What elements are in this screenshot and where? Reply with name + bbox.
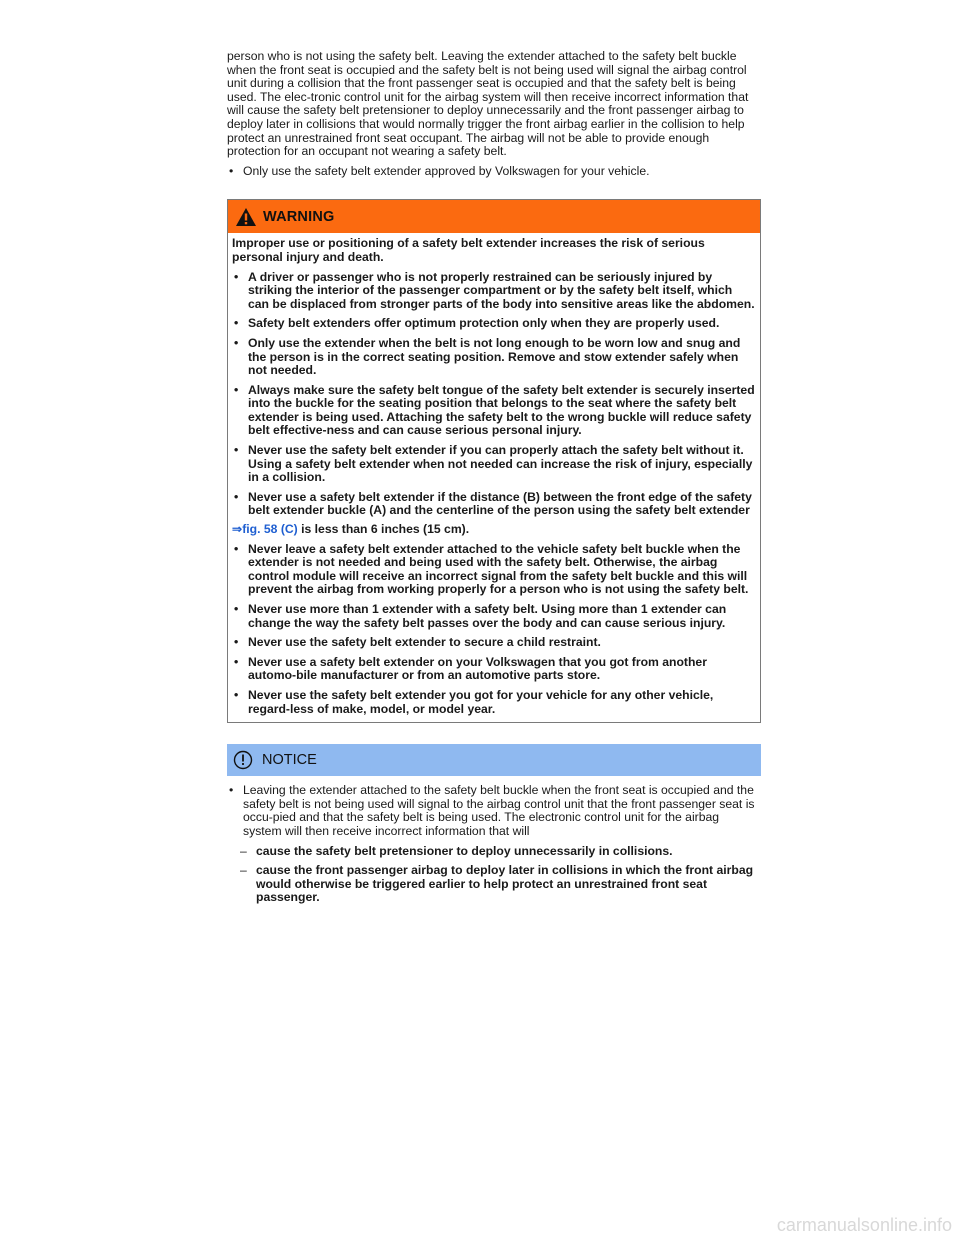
intro-bullet [227,165,761,179]
bullet-marker: • [229,163,234,178]
warning-title: WARNING [263,208,335,225]
warning-bullet: • Safety belt extenders offer optimum protection only when they are properly used. [234,316,720,331]
watermark: carmanualsonline.info [776,1215,952,1235]
warning-bullet: • Never use a safety belt extender if the distance (B) between the front edge of the safety belt extender buckle (A) and the centerline of the person using the safety belt extender [234,489,752,518]
notice-header [227,744,761,776]
warning-bullet: • A driver or passenger who is not properly restrained can be seriously injured by striking the interior of the passenger compartment or by the safety belt itself, which can be displaced from stronger parts of the body into sensitive areas like the abdomen. [234,269,755,311]
warning-box [227,199,761,723]
warning-bullet: • Never use the safety belt extender you got for your vehicle for any other vehicle, regard-less of make, model, or model year. [234,687,714,716]
notice-dash-item: – cause the front passenger airbag to deploy later in collisions in which the front airbag would otherwise be triggered earlier to help protect an unrestrained front seat passenger. [240,863,754,905]
warning-bullet: • Never use more than 1 extender with a safety belt. Using more than 1 extender can change the way the safety belt passes over the body and can cause serious injury. [234,602,727,630]
warning-bullet: • Never leave a safety belt extender attached to the vehicle safety belt buckle when the extender is not needed and being used with the safety belt. Otherwise, the airbag control module will receive an incorrect signal from the safety belt buckle and this will prevent the airbag from working properly for a person who is not using the safety belt. [234,541,749,597]
notice-dash-item: – cause the safety belt pretensioner to deploy unnecessarily in collisions. [240,843,673,858]
notice-title: NOTICE [262,752,317,769]
warning-bullet: • Never use a safety belt extender on your Volkswagen that you got from another automo-bile manufacturer or from an automotive parts store. [234,654,707,683]
notice-body [227,776,761,905]
manual-page [227,50,761,905]
warning-bullet: • Only use the extender when the belt is not long enough to be worn low and snug and the person is in the correct seating position. Remove and stow extender safely when not needed. [234,335,741,378]
intro-bullet-text: Only use the safety belt extender approved by Volkswagen for your vehicle. [243,163,650,178]
notice-bullet: • Leaving the extender attached to the safety belt buckle when the front seat is occupied and the safety belt is not being used will signal to the airbag control unit that the front passenger seat is occu-pied and that the safety belt is being used. The electronic control unit for the airbag system will then receive incorrect information that will [229,783,755,838]
exclamation-circle-icon [233,750,253,770]
fig-58-link[interactable]: ⇒fig. 58 (C) [232,522,298,537]
warning-bullet: • Always make sure the safety belt tongue of the safety belt extender is securely inserted into the buckle for the seating position that belongs to the seat where the safety belt extender is being used. Attaching the safety belt to the wrong buckle will reduce safety belt effective-ness and can cause serious personal injury. [234,382,755,438]
warning-bullet: • Never use the safety belt extender if you can properly attach the safety belt without it. Using a safety belt extender when not needed can increase the risk of injury, especially in a collision. [234,443,753,485]
intro-paragraph: person who is not using the safety belt. Leaving the extender attached to the safety belt buckle when the front seat is occupied and the safety belt is not being used will signal the airbag control unit during a collision that the front passenger seat is occupied and that the safety belt is being used. The elec-tronic control unit for the airbag system will then receive incorrect information that will cause the safety belt pretensioner to deploy unnecessarily and the front passenger airbag to deploy later in collisions that would normally trigger the front airbag earlier in the collision to help protect an unrestrained front seat occupant. The airbag will not be able to provide enough protection for an occupant not wearing a safety belt. [227,49,749,159]
warning-lead: Improper use or positioning of a safety belt extender increases the risk of serious personal injury and death. [232,236,705,264]
notice-box [227,744,761,905]
warning-bullet: • Never use the safety belt extender to secure a child restraint. [234,635,601,650]
warning-triangle-icon [235,207,257,227]
fig-reference-line: ⇒fig. 58 (C) is less than 6 inches (15 cm). [232,522,470,537]
warning-body [228,233,760,722]
warning-header [228,200,760,233]
